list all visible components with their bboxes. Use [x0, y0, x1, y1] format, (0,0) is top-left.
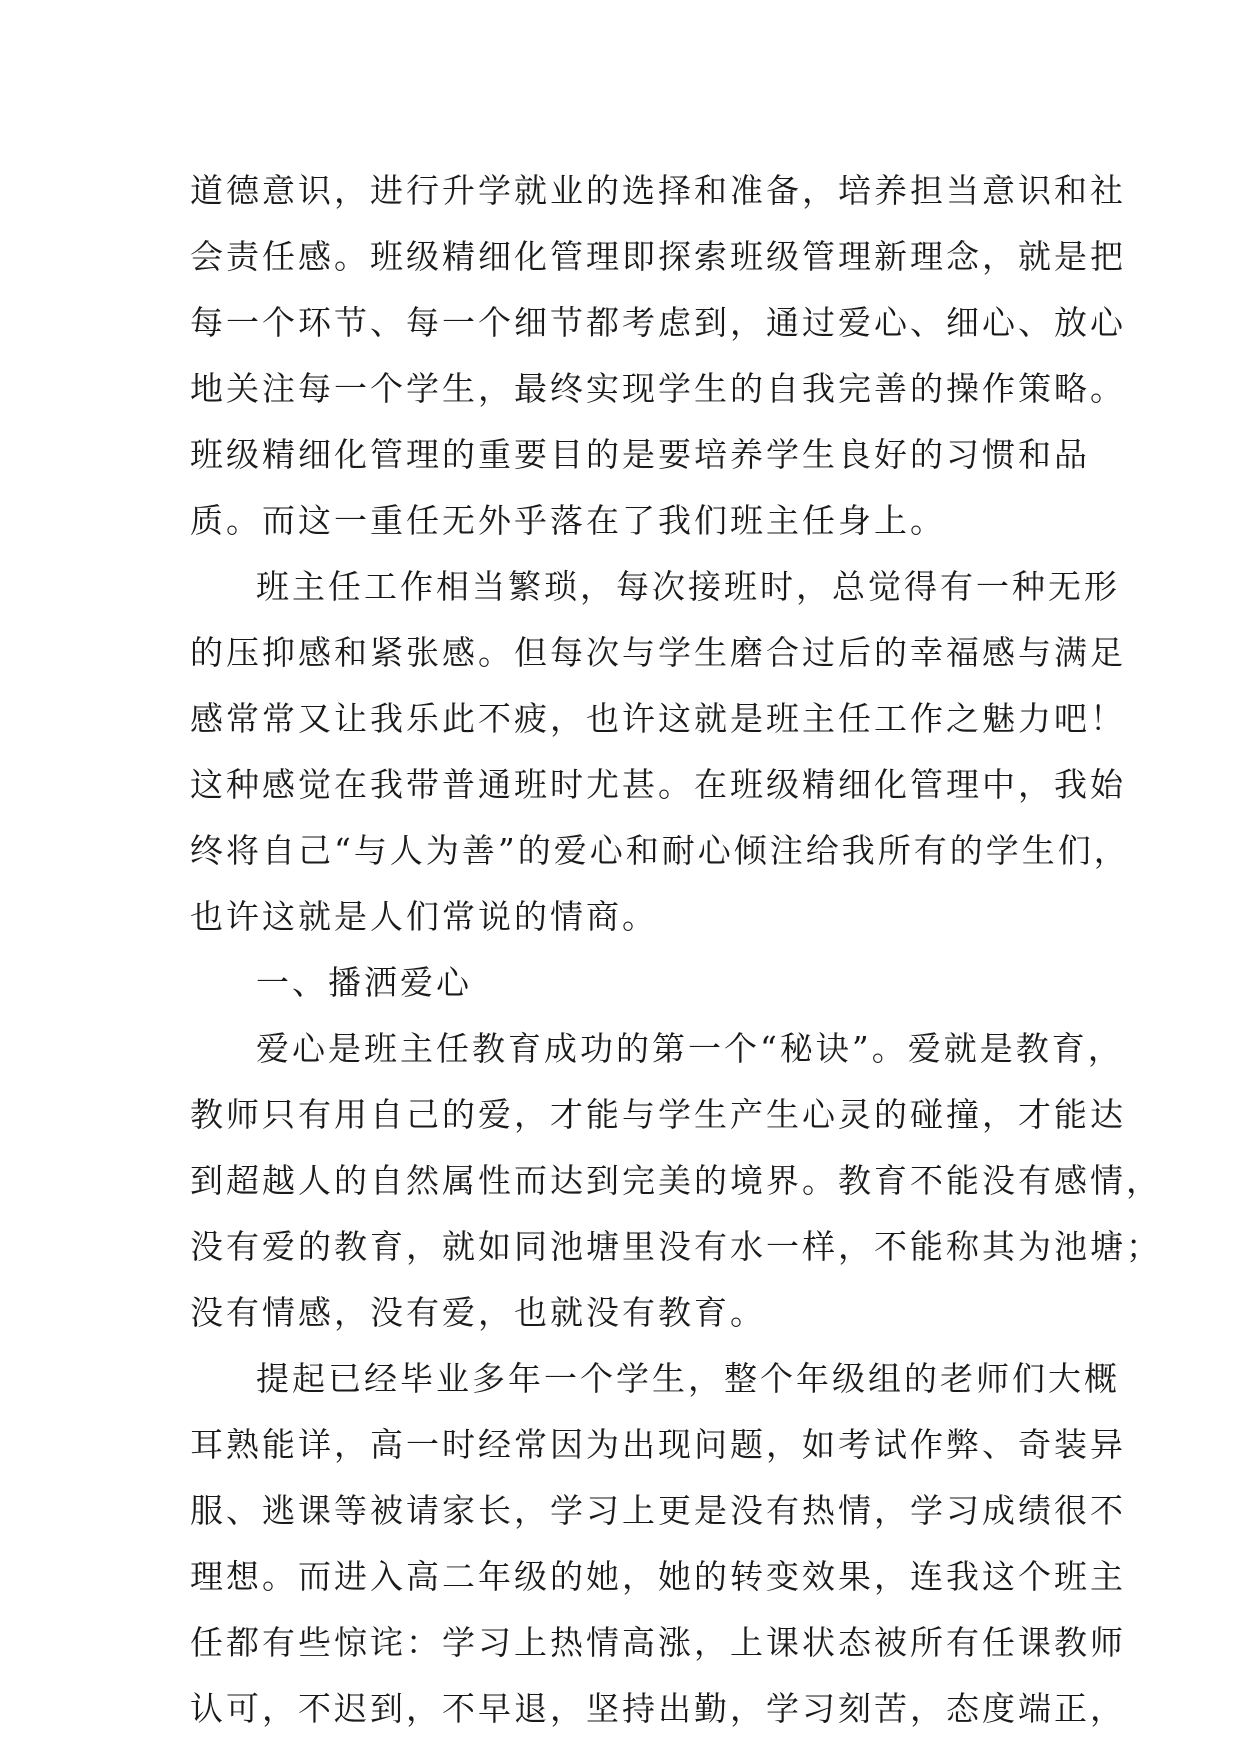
text-line: 每一个环节、每一个细节都考虑到，通过爱心、细心、放心	[190, 303, 1126, 342]
text-line: 服、逃课等被请家长，学习上更是没有热情，学习成绩很不	[190, 1491, 1126, 1530]
text-line: 道德意识，进行升学就业的选择和准备，培养担当意识和社	[190, 171, 1126, 210]
text-line: 一、播洒爱心	[256, 963, 472, 1002]
text-line: 也许这就是人们常说的情商。	[190, 897, 658, 936]
text-line: 感常常又让我乐此不疲，也许这就是班主任工作之魅力吧！	[190, 699, 1126, 738]
text-line: 没有情感，没有爱，也就没有教育。	[190, 1293, 766, 1332]
document-body	[190, 158, 1162, 1742]
text-line: 班级精细化管理的重要目的是要培养学生良好的习惯和品	[190, 435, 1090, 474]
text-line: 耳熟能详，高一时经常因为出现问题，如考试作弊、奇装异	[190, 1425, 1126, 1464]
text-line: 质。而这一重任无外乎落在了我们班主任身上。	[190, 501, 946, 540]
text-line: 终将自己“与人为善”的爱心和耐心倾注给我所有的学生们，	[190, 831, 1130, 870]
text-line: 理想。而进入高二年级的她，她的转变效果，连我这个班主	[190, 1557, 1126, 1596]
text-line: 提起已经毕业多年一个学生，整个年级组的老师们大概	[256, 1359, 1120, 1398]
text-line: 的压抑感和紧张感。但每次与学生磨合过后的幸福感与满足	[190, 633, 1126, 672]
text-line: 这种感觉在我带普通班时尤甚。在班级精细化管理中，我始	[190, 765, 1126, 804]
text-line: 教师只有用自己的爱，才能与学生产生心灵的碰撞，才能达	[190, 1095, 1126, 1134]
text-line: 认可，不迟到，不早退，坚持出勤，学习刻苦，态度端正，	[190, 1689, 1126, 1728]
text-line: 地关注每一个学生，最终实现学生的自我完善的操作策略。	[190, 369, 1126, 408]
text-line: 会责任感。班级精细化管理即探索班级管理新理念，就是把	[190, 237, 1126, 276]
text-line: 到超越人的自然属性而达到完美的境界。教育不能没有感情，	[190, 1161, 1162, 1200]
text-line: 爱心是班主任教育成功的第一个“秘诀”。爱就是教育，	[256, 1029, 1124, 1068]
text-line: 任都有些惊诧：学习上热情高涨，上课状态被所有任课教师	[190, 1623, 1126, 1662]
text-line: 班主任工作相当繁琐，每次接班时，总觉得有一种无形	[256, 567, 1120, 606]
text-line: 没有爱的教育，就如同池塘里没有水一样，不能称其为池塘；	[190, 1227, 1162, 1266]
